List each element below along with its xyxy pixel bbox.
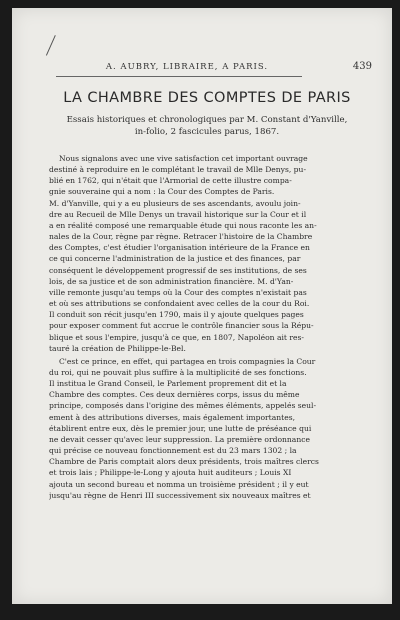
text-line: Chambre de Paris comptait alors deux présidents, trois maîtres clercs bbox=[49, 457, 319, 467]
book-page bbox=[12, 8, 392, 604]
text-line: établirent entre eux, dès le premier jour, une lutte de préséance qui bbox=[49, 423, 312, 433]
body-paragraph bbox=[49, 356, 357, 501]
text-line: destiné à reproduire en le complétant le travail de Mlle Denys, pu- bbox=[49, 165, 307, 175]
text-line: Nous signalons avec une vive satisfaction cet important ouvrage bbox=[59, 154, 308, 163]
text-line: Il conduit son récit jusqu'en 1790, mais il y ajoute quelques pages bbox=[49, 310, 304, 320]
text-line: ville remonte jusqu'au temps où la Cour des comptes n'existait pas bbox=[49, 287, 307, 297]
text-line: pour exposer comment fut accrue le contrôle financier sous la Répu- bbox=[49, 321, 314, 331]
text-line: Chambre des comptes. Ces deux dernières corps, issus du même bbox=[49, 390, 300, 400]
text-line: du roi, qui ne pouvait plus suffire à la multiplicité de ses fonctions. bbox=[49, 367, 307, 377]
body-paragraph bbox=[49, 153, 357, 354]
header-rule bbox=[56, 76, 302, 77]
text-line: et où ses attributions se confondaient avec celles de la cour du Roi. bbox=[49, 299, 310, 309]
text-line: blié en 1762, qui n'était que l'Armorial de cette illustre compa- bbox=[49, 176, 292, 186]
text-line: jusqu'au règne de Henri III successivement six nouveaux maîtres et bbox=[49, 490, 311, 500]
text-line: ement à des attributions diverses, mais également importantes, bbox=[49, 412, 296, 422]
running-head bbox=[42, 62, 372, 76]
text-line: tauré la création de Philippe-le-Bel. bbox=[49, 343, 186, 353]
page-number: 439 bbox=[352, 61, 372, 72]
article-body bbox=[49, 153, 357, 501]
text-line: gnie souveraine qui a nom : la Cour des Comptes de Paris. bbox=[49, 187, 275, 197]
subtitle-line: Essais historiques et chronologiques par M. Constant d'Yanville, bbox=[66, 115, 348, 125]
text-line: a en réalité composé une remarquable étude qui nous raconte les an- bbox=[49, 220, 317, 230]
text-line: principe, composés dans l'origine des mêmes éléments, appelés seul- bbox=[49, 401, 317, 411]
article-title: LA CHAMBRE DES COMPTES DE PARIS bbox=[63, 90, 351, 106]
text-line: des Comptes, c'est étudier l'organisation intérieure de la France en bbox=[49, 243, 310, 253]
text-line: ne devait cesser qu'avec leur suppression. La première ordonnance bbox=[49, 434, 310, 444]
text-line: ce qui concerne l'administration de la justice et des finances, par bbox=[49, 254, 301, 264]
pencil-mark bbox=[46, 35, 63, 59]
subtitle-line: in-folio, 2 fascicules parus, 1867. bbox=[134, 127, 280, 137]
publisher-line: A. AUBRY, LIBRAIRE, A PARIS. bbox=[105, 62, 269, 72]
text-line: blique et sous l'empire, jusqu'à ce que, en 1807, Napoléon ait res- bbox=[49, 332, 304, 342]
text-line: qui précise ce nouveau fonctionnement est du 23 mars 1302 ; la bbox=[49, 446, 297, 456]
article-subtitle bbox=[42, 114, 372, 138]
text-line: C'est ce prince, en effet, qui partagea en trois compagnies la Cour bbox=[59, 356, 316, 366]
text-line: et trois lais ; Philippe-le-Long y ajouta huit auditeurs ; Louis XI bbox=[49, 468, 292, 478]
text-line: nales de la Cour, règne par règne. Retracer l'histoire de la Chambre bbox=[49, 232, 313, 242]
text-line: Il institua le Grand Conseil, le Parlement proprement dit et la bbox=[49, 379, 287, 389]
text-line: lois, de sa justice et de son administration financière. M. d'Yan- bbox=[49, 276, 294, 286]
text-line: ajouta un second bureau et nomma un troisième président ; il y eut bbox=[49, 479, 309, 489]
text-line: conséquent le développement progressif de ses institutions, de ses bbox=[49, 265, 307, 275]
text-line: dre au Recueil de Mlle Denys un travail historique sur la Cour et il bbox=[49, 209, 307, 219]
text-line: M. d'Yanville, qui y a eu plusieurs de ses ascendants, avoulu join- bbox=[49, 198, 301, 208]
